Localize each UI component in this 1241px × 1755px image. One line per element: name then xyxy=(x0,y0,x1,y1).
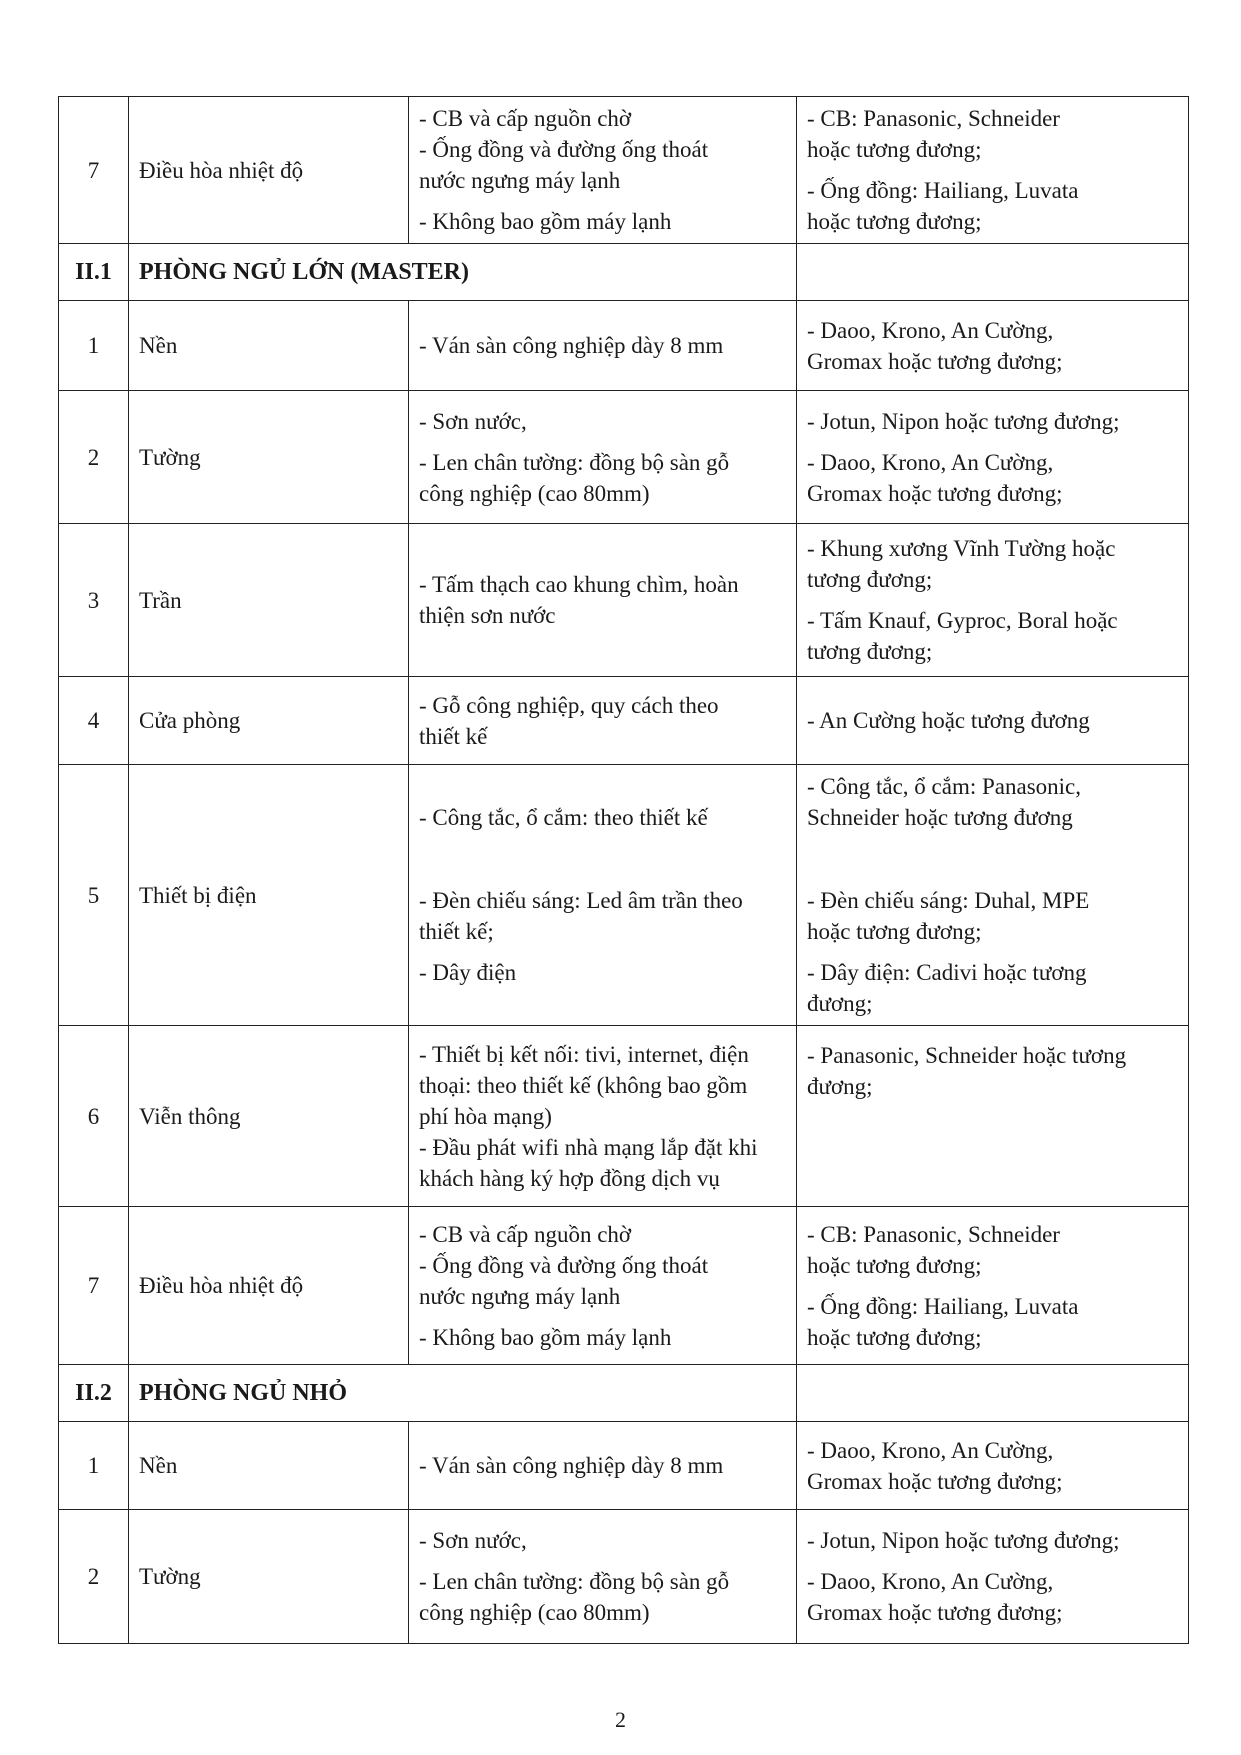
table-row xyxy=(59,97,1189,244)
row-description: - CB và cấp nguồn chờ - Ống đồng và đường ống thoát nước ngưng máy lạnh - Không bao gồm máy lạnh xyxy=(409,97,797,244)
row-item: Điều hòa nhiệt độ xyxy=(129,97,409,244)
row-brand: - Panasonic, Schneider hoặc tương đương; xyxy=(797,1026,1189,1207)
row-brand: - CB: Panasonic, Schneider hoặc tương đương; - Ống đồng: Hailiang, Luvata hoặc tương đương; xyxy=(797,97,1189,244)
table-row xyxy=(59,765,1189,1026)
row-number: 7 xyxy=(59,97,129,244)
row-item: Tường xyxy=(129,391,409,524)
row-item: Điều hòa nhiệt độ xyxy=(129,1207,409,1365)
empty-cell xyxy=(797,244,1189,301)
row-number: 2 xyxy=(59,391,129,524)
row-number: 3 xyxy=(59,524,129,677)
row-number: 1 xyxy=(59,1422,129,1510)
specification-table xyxy=(58,96,1189,1644)
section-number: II.2 xyxy=(59,1365,129,1422)
row-brand: - An Cường hoặc tương đương xyxy=(797,677,1189,765)
row-item: Nền xyxy=(129,301,409,391)
row-item: Trần xyxy=(129,524,409,677)
row-number: 2 xyxy=(59,1510,129,1644)
row-number: 1 xyxy=(59,301,129,391)
row-brand: - Công tắc, ổ cắm: Panasonic, Schneider hoặc tương đương - Đèn chiếu sáng: Duhal, MPE hoặc tương đương; - Dây điện: Cadivi hoặc tương đương; xyxy=(797,765,1189,1026)
row-description: - Sơn nước, - Len chân tường: đồng bộ sàn gỗ công nghiệp (cao 80mm) xyxy=(409,1510,797,1644)
row-number: 4 xyxy=(59,677,129,765)
row-item: Thiết bị điện xyxy=(129,765,409,1026)
row-description: - Gỗ công nghiệp, quy cách theo thiết kế xyxy=(409,677,797,765)
section-row xyxy=(59,244,1189,301)
section-title: PHÒNG NGỦ NHỎ xyxy=(129,1365,797,1422)
table-row xyxy=(59,301,1189,391)
row-description: - Ván sàn công nghiệp dày 8 mm xyxy=(409,301,797,391)
table-row xyxy=(59,1026,1189,1207)
row-brand: - Daoo, Krono, An Cường, Gromax hoặc tương đương; xyxy=(797,1422,1189,1510)
row-description: - CB và cấp nguồn chờ - Ống đồng và đường ống thoát nước ngưng máy lạnh - Không bao gồm máy lạnh xyxy=(409,1207,797,1365)
row-brand: - Jotun, Nipon hoặc tương đương; - Daoo, Krono, An Cường, Gromax hoặc tương đương; xyxy=(797,1510,1189,1644)
row-item: Nền xyxy=(129,1422,409,1510)
section-row xyxy=(59,1365,1189,1422)
row-description: - Ván sàn công nghiệp dày 8 mm xyxy=(409,1422,797,1510)
row-item: Cửa phòng xyxy=(129,677,409,765)
table-row xyxy=(59,1510,1189,1644)
row-number: 5 xyxy=(59,765,129,1026)
row-description: - Sơn nước, - Len chân tường: đồng bộ sàn gỗ công nghiệp (cao 80mm) xyxy=(409,391,797,524)
row-description: - Công tắc, ổ cắm: theo thiết kế - Đèn chiếu sáng: Led âm trần theo thiết kế; - Dây điện xyxy=(409,765,797,1026)
row-brand: - Daoo, Krono, An Cường, Gromax hoặc tương đương; xyxy=(797,301,1189,391)
table-row xyxy=(59,1422,1189,1510)
table-row xyxy=(59,524,1189,677)
row-number: 6 xyxy=(59,1026,129,1207)
empty-cell xyxy=(797,1365,1189,1422)
row-brand: - CB: Panasonic, Schneider hoặc tương đương; - Ống đồng: Hailiang, Luvata hoặc tương đương; xyxy=(797,1207,1189,1365)
section-title: PHÒNG NGỦ LỚN (MASTER) xyxy=(129,244,797,301)
row-number: 7 xyxy=(59,1207,129,1365)
row-item: Tường xyxy=(129,1510,409,1644)
row-brand: - Jotun, Nipon hoặc tương đương; - Daoo, Krono, An Cường, Gromax hoặc tương đương; xyxy=(797,391,1189,524)
row-brand: - Khung xương Vĩnh Tường hoặc tương đương; - Tấm Knauf, Gyproc, Boral hoặc tương đương; xyxy=(797,524,1189,677)
row-description: - Thiết bị kết nối: tivi, internet, điện thoại: theo thiết kế (không bao gồm phí hòa mạng) - Đầu phát wifi nhà mạng lắp đặt khi khách hàng ký hợp đồng dịch vụ xyxy=(409,1026,797,1207)
row-item: Viễn thông xyxy=(129,1026,409,1207)
table-row xyxy=(59,1207,1189,1365)
page-number: 2 xyxy=(615,1707,626,1732)
row-description: - Tấm thạch cao khung chìm, hoàn thiện sơn nước xyxy=(409,524,797,677)
table-row xyxy=(59,677,1189,765)
section-number: II.1 xyxy=(59,244,129,301)
table-row xyxy=(59,391,1189,524)
